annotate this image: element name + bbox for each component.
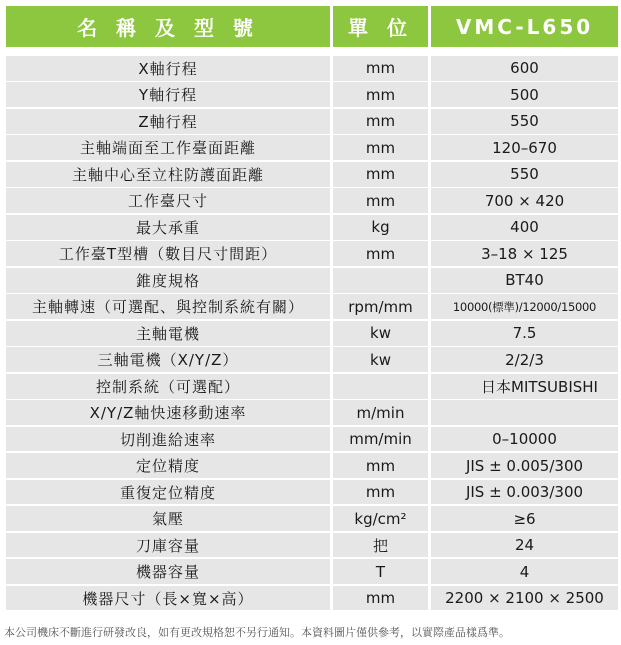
header-name: 名 稱 及 型 號 (6, 6, 330, 47)
spec-name: X軸行程 (6, 56, 330, 81)
table-row (6, 56, 618, 81)
spec-unit: mm (333, 241, 428, 266)
spec-value: 700 × 420 (431, 188, 618, 213)
table-row (6, 374, 618, 399)
spec-unit: T (333, 559, 428, 584)
table-row (6, 586, 618, 611)
spec-value: 3–18 × 125 (431, 241, 618, 266)
spec-name: 重復定位精度 (6, 480, 330, 505)
spec-value: 120–670 (431, 135, 618, 160)
spec-unit: mm (333, 453, 428, 478)
spec-unit: mm (333, 135, 428, 160)
spec-value: 600 (431, 56, 618, 81)
table-row (6, 294, 618, 319)
disclaimer-note: 本公司機床不斷進行研發改良，如有更改規格恕不另行通知。本資料圖片僅供參考，以實際產品樣爲準。 (4, 626, 510, 639)
spec-name: Z軸行程 (6, 109, 330, 134)
spec-unit: mm/min (333, 427, 428, 452)
spec-unit: mm (333, 162, 428, 187)
spec-unit: rpm/mm (333, 294, 428, 319)
table-header (6, 6, 618, 47)
table-row (6, 241, 618, 266)
spec-name: 刀庫容量 (6, 533, 330, 558)
spec-name: 工作臺T型槽（數目尺寸間距） (6, 241, 330, 266)
spec-name: 錐度規格 (6, 268, 330, 293)
spec-name: Y軸行程 (6, 82, 330, 107)
spec-name: 氣壓 (6, 506, 330, 531)
table-row (6, 400, 618, 425)
table-row (6, 321, 618, 346)
table-row (6, 533, 618, 558)
spec-unit: kw (333, 321, 428, 346)
spec-value: 500 (431, 82, 618, 107)
spec-name: 工作臺尺寸 (6, 188, 330, 213)
spec-value: 7.5 (431, 321, 618, 346)
spec-unit: mm (333, 586, 428, 611)
spec-value: 400 (431, 215, 618, 240)
spec-unit: 把 (333, 533, 428, 558)
spec-unit (333, 374, 428, 399)
spec-name: 三軸電機（X/Y/Z） (6, 347, 330, 372)
table-row (6, 506, 618, 531)
table-row (6, 215, 618, 240)
spec-value: ≥6 (431, 506, 618, 531)
spec-unit: kw (333, 347, 428, 372)
spec-name: 主軸端面至工作臺面距離 (6, 135, 330, 160)
spec-value: 2/2/3 (431, 347, 618, 372)
spec-unit (333, 268, 428, 293)
table-row (6, 109, 618, 134)
spec-unit: mm (333, 188, 428, 213)
spec-value: JIS ± 0.003/300 (431, 480, 618, 505)
header-model: VMC-L650 (431, 6, 618, 47)
spec-value: 0–10000 (431, 427, 618, 452)
header-unit: 單 位 (333, 6, 428, 47)
spec-unit: m/min (333, 400, 428, 425)
spec-name: 主軸中心至立柱防護面距離 (6, 162, 330, 187)
spec-unit: mm (333, 109, 428, 134)
spec-table (6, 6, 618, 612)
spec-name: 主軸電機 (6, 321, 330, 346)
table-row (6, 480, 618, 505)
spec-unit: mm (333, 56, 428, 81)
spec-value: JIS ± 0.005/300 (431, 453, 618, 478)
spec-unit: mm (333, 480, 428, 505)
spec-value: 550 (431, 109, 618, 134)
table-row (6, 427, 618, 452)
spec-unit: mm (333, 82, 428, 107)
spec-value: 24 (431, 533, 618, 558)
table-row (6, 162, 618, 187)
spec-unit: kg (333, 215, 428, 240)
table-row (6, 82, 618, 107)
table-row (6, 135, 618, 160)
spec-value: 日本MITSUBISHI (431, 374, 618, 399)
spec-value: 4 (431, 559, 618, 584)
table-row (6, 347, 618, 372)
table-row (6, 559, 618, 584)
spec-name: 控制系統（可選配） (6, 374, 330, 399)
spec-value: BT40 (431, 268, 618, 293)
table-row (6, 268, 618, 293)
spec-name: 定位精度 (6, 453, 330, 478)
spec-value: 2200 × 2100 × 2500 (431, 586, 618, 611)
spec-name: X/Y/Z軸快速移動速率 (6, 400, 330, 425)
spec-name: 切削進給速率 (6, 427, 330, 452)
table-row (6, 188, 618, 213)
table-row (6, 453, 618, 478)
spec-name: 主軸轉速（可選配、與控制系統有關） (6, 294, 330, 319)
table-body (6, 56, 618, 610)
spec-unit: kg/cm² (333, 506, 428, 531)
spec-name: 機器容量 (6, 559, 330, 584)
spec-name: 最大承重 (6, 215, 330, 240)
spec-value: 550 (431, 162, 618, 187)
spec-name: 機器尺寸（長×寬×高） (6, 586, 330, 611)
spec-value: 10000(標準)/12000/15000 (431, 294, 618, 319)
spec-value (431, 400, 618, 425)
